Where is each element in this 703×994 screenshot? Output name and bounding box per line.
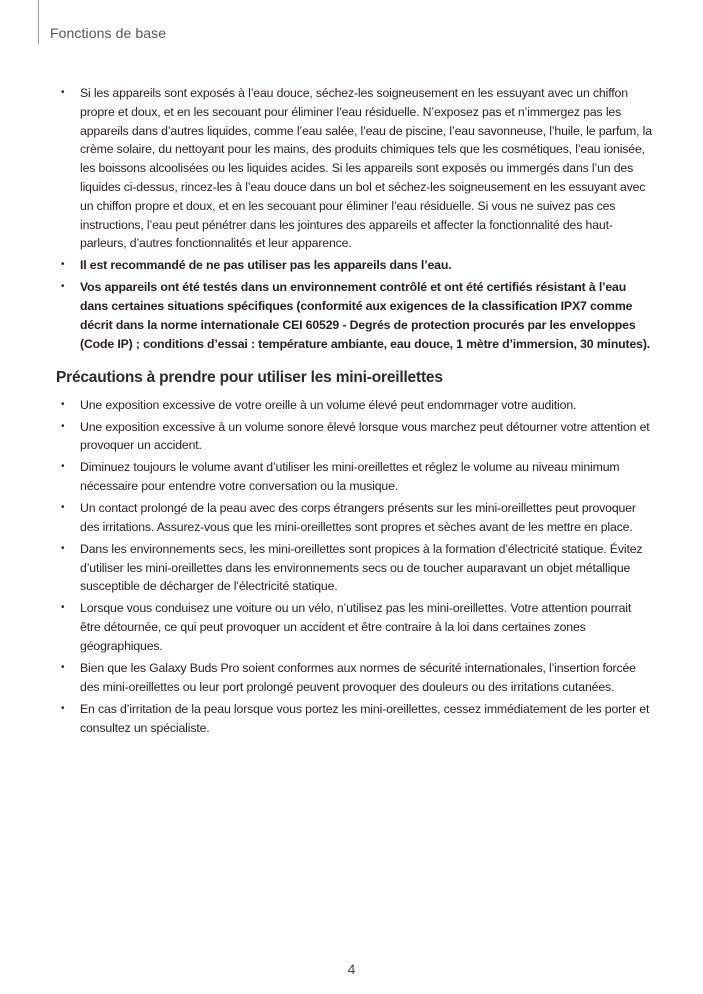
list-item bbox=[56, 84, 652, 253]
intro-bullet-list bbox=[56, 84, 652, 354]
earbuds-section-title: Précautions à prendre pour utiliser les mini-oreillettes bbox=[56, 368, 443, 386]
bullet-icon: • bbox=[61, 461, 65, 473]
list-item-text: Bien que les Galaxy Buds Pro soient conformes aux normes de sécurité internationales, l’insertion forcée des mini-oreillettes ou leur port prolongé peuvent provoquer des douleurs ou des irritations cutanées. bbox=[80, 661, 636, 694]
list-item-text: En cas d’irritation de la peau lorsque vous portez les mini-oreillettes, cessez immédiatement de les porter et consultez un spécialiste. bbox=[80, 701, 650, 735]
earbuds-bullet-list bbox=[56, 396, 652, 738]
list-item-text: Vos appareils ont été testés dans un environnement contrôlé et ont été certifiés résistant à l’eau dans certaines situations spécifiques (conformité aux exigences de la classification IPX7 comme décrit dans la norme internationale CEI 60529 - Degrés de protection procurés par les enveloppes (Code IP) ; conditions d’essai : température ambiante, eau douce, 1 mètre d’immersion, 30 minutes). bbox=[80, 280, 651, 351]
list-item bbox=[56, 659, 652, 697]
list-item-text: Il est recommandé de ne pas utiliser pas les appareils dans l’eau. bbox=[80, 258, 452, 273]
list-item bbox=[56, 458, 652, 496]
section-header: Fonctions de base bbox=[50, 25, 167, 41]
list-item bbox=[56, 418, 652, 456]
bullet-icon: • bbox=[61, 420, 65, 432]
list-item-text: Diminuez toujours le volume avant d’utiliser les mini-oreillettes et réglez le volume au niveau minimum nécessaire pour entendre votre conversation ou la musique. bbox=[80, 460, 620, 494]
bullet-icon: • bbox=[61, 87, 65, 98]
header-divider bbox=[38, 0, 39, 44]
list-item bbox=[56, 499, 652, 537]
bullet-icon: • bbox=[61, 398, 65, 410]
list-item-text: Un contact prolongé de la peau avec des corps étrangers présents sur les mini-oreillettes peut provoquer des irritations. Assurez-vous que les mini-oreillettes sont propres et sèches avant de les mettre en place. bbox=[80, 501, 636, 534]
list-item bbox=[56, 396, 652, 415]
list-item-text: Lorsque vous conduisez une voiture ou un vélo, n’utilisez pas les mini-oreillettes. Votre attention pourrait être détournée, ce qui peut provoquer un accident et être contraire à la loi dans certaines zones géographiques. bbox=[80, 601, 632, 654]
list-item-text: Si les appareils sont exposés à l’eau douce, séchez-les soigneusement en les essuyant avec un chiffon propre et doux, et en les secouant pour éliminer l’eau résiduelle. N’exposez pas et n’immergez pas les appareils dans d’autres liquides, comme l’eau salée, l’eau de piscine, l’eau savonneuse, l’huile, le parfum, la crème solaire, du nettoyant pour les mains, des produits chimiques tels que les cosmétiques, l’eau ionisée, les boissons alcoolisées ou les liquides acides. Si les appareils sont exposés ou immergés dans l’un des liquides ci-dessus, rincez-les à l’eau douce dans un bol et séchez-les soigneusement en les essuyant avec un chiffon propre et doux, et en les secouant pour éliminer l’eau résiduelle. Si vous ne suivez pas ces instructions, l’eau peut pénétrer dans les jointures des appareils et affecter la fonctionnalité des haut-parleurs, d’autres fonctionnalités et leur apparence. bbox=[80, 86, 652, 251]
bullet-icon: • bbox=[61, 662, 65, 674]
bullet-icon: • bbox=[61, 542, 65, 554]
bullet-icon: • bbox=[61, 702, 65, 714]
list-item bbox=[56, 256, 652, 275]
list-item bbox=[56, 278, 652, 353]
list-item-text: Une exposition excessive de votre oreille à un volume élevé peut endommager votre audition. bbox=[80, 397, 577, 412]
list-item bbox=[56, 599, 652, 655]
list-item-text: Dans les environnements secs, les mini-oreillettes sont propices à la formation d’électricité statique. Évitez d’utiliser les mini-oreillettes dans les environnements secs ou de toucher auparavant un objet métallique susceptible de décharger de l’électricité statique. bbox=[80, 541, 643, 594]
bullet-icon: • bbox=[61, 602, 65, 614]
bullet-icon: • bbox=[61, 259, 65, 271]
list-item bbox=[56, 540, 652, 596]
bullet-icon: • bbox=[61, 502, 65, 514]
list-item-text: Une exposition excessive à un volume sonore élevé lorsque vous marchez peut détourner votre attention et provoquer un accident. bbox=[80, 419, 650, 453]
page-content bbox=[56, 84, 652, 741]
bullet-icon: • bbox=[61, 281, 65, 293]
page-number: 4 bbox=[347, 961, 356, 977]
list-item bbox=[56, 700, 652, 738]
